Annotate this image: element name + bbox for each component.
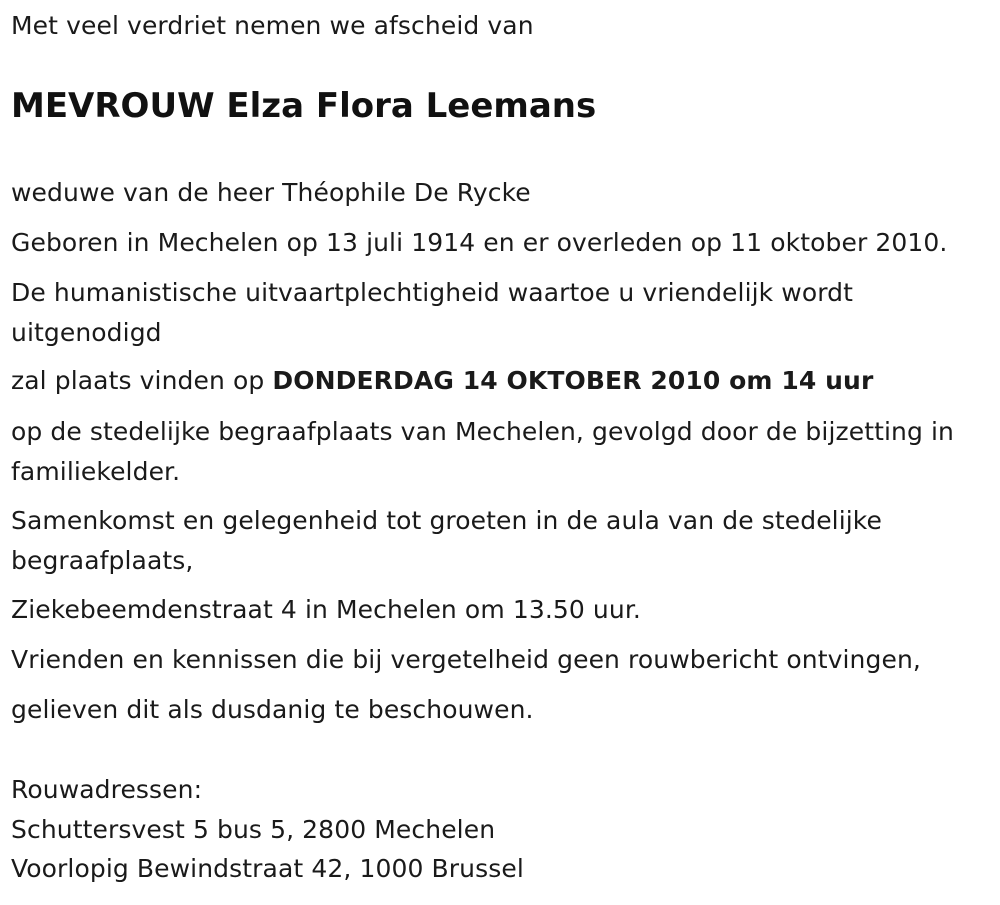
location-text: op de stedelijke begraafplaats van Mechelen, gevolgd door de bijzetting in familiekelder. [11, 417, 954, 486]
gathering-address-text: Ziekebeemdenstraat 4 in Mechelen om 13.50 uur. [11, 595, 641, 624]
ceremony-date: DONDERDAG 14 OKTOBER 2010 om 14 uur [272, 366, 874, 395]
deceased-name: MEVROUW Elza Flora Leemans [11, 86, 597, 126]
ceremony-date-prefix: zal plaats vinden op [11, 366, 273, 395]
address-2: Voorlopig Bewindstraat 42, 1000 Brussel [11, 854, 524, 883]
ceremony-date-line [11, 361, 873, 401]
notice-line-1: Vrienden en kennissen die bij vergetelheid geen rouwbericht ontvingen, [11, 645, 921, 674]
notice-line-2: gelieven dit als dusdanig te beschouwen. [11, 695, 534, 724]
gathering-text: Samenkomst en gelegenheid tot groeten in de aula van de stedelijke begraafplaats, [11, 506, 882, 575]
birth-death-text: Geboren in Mechelen op 13 juli 1914 en er overleden op 11 oktober 2010. [11, 228, 948, 257]
ceremony-invite-text: De humanistische uitvaartplechtigheid waartoe u vriendelijk wordt uitgenodigd [11, 278, 854, 347]
spouse-text: weduwe van de heer Théophile De Rycke [11, 178, 531, 207]
addresses-label: Rouwadressen: [11, 775, 203, 804]
intro-text: Met veel verdriet nemen we afscheid van [11, 11, 534, 40]
address-1: Schuttersvest 5 bus 5, 2800 Mechelen [11, 815, 496, 844]
